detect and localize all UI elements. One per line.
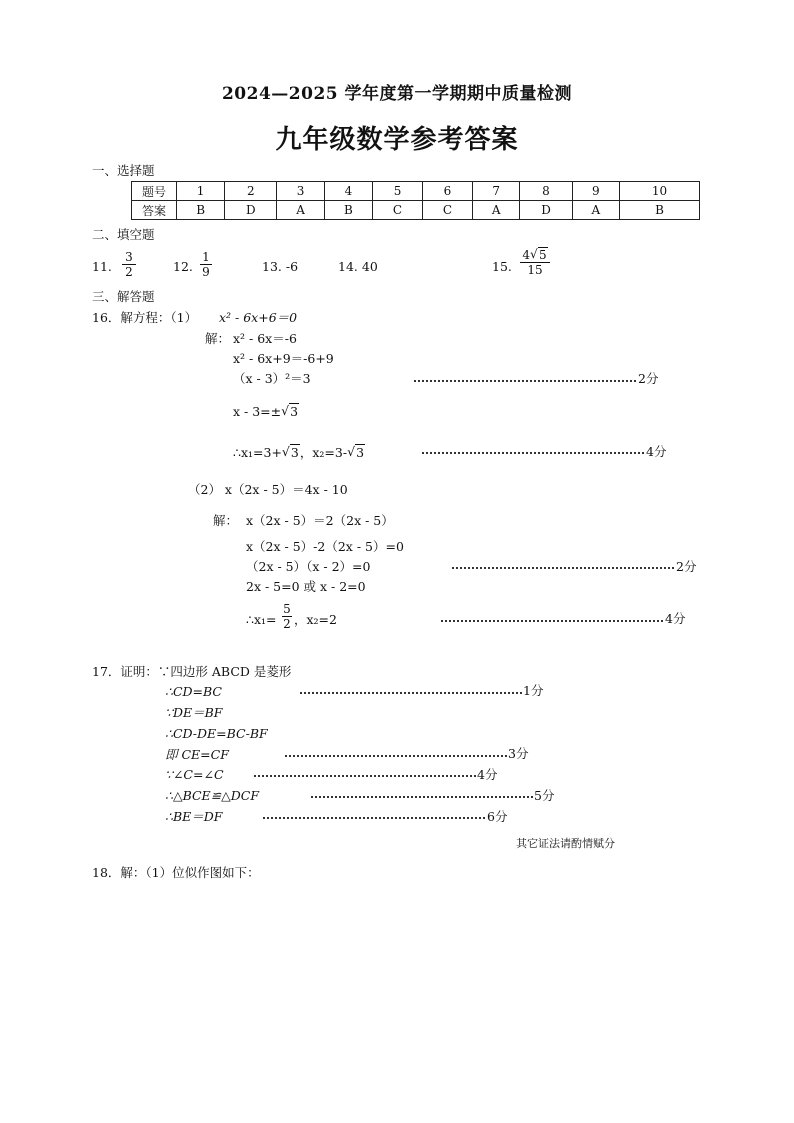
section-choice-title: 一、选择题 — [92, 163, 155, 178]
q16-p2-solve-prefix: 解： — [213, 513, 239, 528]
q17-line2: ∴CD=BC — [165, 684, 222, 699]
q14-value: 40 — [361, 259, 378, 274]
score-2: 2分 — [638, 371, 659, 386]
q16-p1-step2: x² - 6x+9＝-6+9 — [233, 351, 334, 366]
q11-denominator: 2 — [125, 265, 133, 279]
table-cell: B — [177, 201, 225, 220]
q12-numerator: 1 — [200, 250, 212, 265]
q13-value: -6 — [285, 259, 299, 274]
table-cell: 8 — [520, 182, 572, 201]
table-cell: 1 — [177, 182, 225, 201]
q16-p2-result-b: ，x₂=2 — [294, 612, 337, 627]
q15-denominator: 15 — [527, 263, 543, 277]
score-1: 1分 — [523, 683, 544, 698]
q15-fraction — [520, 248, 550, 277]
row-label-answers: 答案 — [132, 201, 177, 220]
answer-key-title: 九年级数学参考答案 — [275, 125, 519, 155]
score-leader-dots — [263, 817, 485, 819]
q16-p1-step4-text: x - 3=± — [233, 404, 282, 419]
q17-line3: ∵DE＝BF — [165, 705, 223, 720]
score-2: 2分 — [676, 559, 697, 574]
score-6: 6分 — [487, 809, 508, 824]
score-leader-dots — [414, 380, 636, 382]
score-leader-dots — [311, 796, 533, 798]
q16-p1-result-b: ，x₂=3- — [299, 445, 348, 460]
table-cell: 4 — [324, 182, 372, 201]
table-cell: 6 — [423, 182, 473, 201]
q16-p2-step1: x（2x - 5）＝2（2x - 5） — [246, 513, 394, 528]
q17-line1: 17．证明：∵四边形 ABCD 是菱形 — [92, 664, 292, 679]
q16-p1-step1: x² - 6x＝-6 — [233, 331, 297, 346]
q17-line4: ∴CD-DE=BC-BF — [165, 726, 268, 741]
sqrt-symbol-icon — [530, 248, 548, 262]
sqrt-symbol-icon — [282, 445, 300, 461]
q15-num-radicand: 5 — [539, 248, 547, 262]
q14-answer — [338, 259, 378, 275]
score-3: 3分 — [508, 746, 529, 761]
q16-eq1: x² - 6x+6＝0 — [219, 310, 298, 325]
q17-line7: ∴△BCE≌△DCF — [165, 788, 260, 803]
table-cell: C — [373, 201, 423, 220]
table-cell: 10 — [620, 182, 700, 201]
score-leader-dots — [422, 452, 644, 454]
q16-p2-fraction — [282, 602, 292, 631]
q17-line5: 即 CE=CF — [165, 747, 229, 762]
q16-p2-numerator: 5 — [283, 602, 291, 616]
q16-intro: 16．解方程：（1） — [92, 310, 198, 325]
sqrt-radicand: 3 — [290, 445, 299, 460]
q11-numerator: 3 — [122, 250, 136, 265]
q16-p1-step3: （x - 3）²＝3 — [233, 371, 311, 386]
q17-line8: ∴BE＝DF — [165, 809, 223, 824]
q16-p2-step4: 2x - 5=0 或 x - 2=0 — [246, 579, 366, 594]
q16-p2-result-a: ∴x₁= — [246, 612, 277, 627]
row-label-questions: 题号 — [132, 182, 177, 201]
table-cell: 3 — [277, 182, 324, 201]
q13-label: 13. — [262, 259, 282, 274]
q16-p2-denominator: 2 — [283, 617, 291, 631]
section-fill-title: 二、填空题 — [92, 227, 155, 242]
q16-p1-result — [233, 445, 365, 461]
table-cell: C — [423, 201, 473, 220]
q12-label: 12. — [173, 259, 193, 274]
exam-title: 2024—2025 学年度第一学期期中质量检测 — [221, 84, 573, 104]
table-row-questions — [132, 182, 700, 201]
q15-numerator — [520, 248, 550, 263]
q16-p1-step4 — [233, 404, 299, 420]
score-leader-dots — [300, 692, 522, 694]
table-cell: D — [225, 201, 277, 220]
score-leader-dots — [452, 567, 674, 569]
q16-p2-step3: （2x - 5）（x - 2）=0 — [246, 559, 371, 574]
score-leader-dots — [285, 755, 507, 757]
q12-fraction — [200, 250, 212, 279]
table-cell: 2 — [225, 182, 277, 201]
sqrt-symbol-icon — [281, 404, 299, 420]
q16-p2-step2: x（2x - 5）-2（2x - 5）=0 — [246, 539, 404, 554]
q16-p1-solve-prefix: 解： — [205, 331, 231, 346]
q17-line6: ∵∠C=∠C — [165, 767, 224, 782]
q16-part2-equation: （2） x（2x - 5）＝4x - 10 — [188, 482, 348, 497]
section-solve-title: 三、解答题 — [92, 289, 155, 304]
q15-num-coef: 4 — [522, 248, 530, 262]
table-cell: D — [520, 201, 572, 220]
q13-answer — [262, 259, 298, 275]
table-cell: 9 — [572, 182, 619, 201]
q14-label: 14. — [338, 259, 358, 274]
score-leader-dots — [441, 620, 663, 622]
sqrt-radicand: 3 — [290, 404, 299, 419]
answer-table — [131, 181, 700, 220]
table-cell: A — [472, 201, 519, 220]
score-4: 4分 — [646, 444, 667, 459]
q16-p1-result-a: ∴x₁=3+ — [233, 445, 282, 460]
table-cell: 5 — [373, 182, 423, 201]
score-4: 4分 — [665, 611, 686, 626]
score-4: 4分 — [477, 767, 498, 782]
table-cell: B — [324, 201, 372, 220]
q12-denominator: 9 — [202, 265, 210, 279]
table-row-answers — [132, 201, 700, 220]
q15-label: 15. — [492, 259, 512, 274]
table-cell: B — [620, 201, 700, 220]
table-cell: A — [572, 201, 619, 220]
score-leader-dots — [254, 775, 476, 777]
q18-line1: 18．解：（1）位似作图如下： — [92, 865, 260, 880]
score-5: 5分 — [534, 788, 555, 803]
q17-grading-note: 其它证法请酌情赋分 — [516, 837, 615, 850]
q11-label: 11. — [92, 259, 112, 274]
table-cell: A — [277, 201, 324, 220]
sqrt-symbol-icon — [347, 445, 365, 461]
sqrt-radicand: 3 — [356, 445, 365, 460]
q11-fraction — [122, 250, 136, 279]
table-cell: 7 — [472, 182, 519, 201]
